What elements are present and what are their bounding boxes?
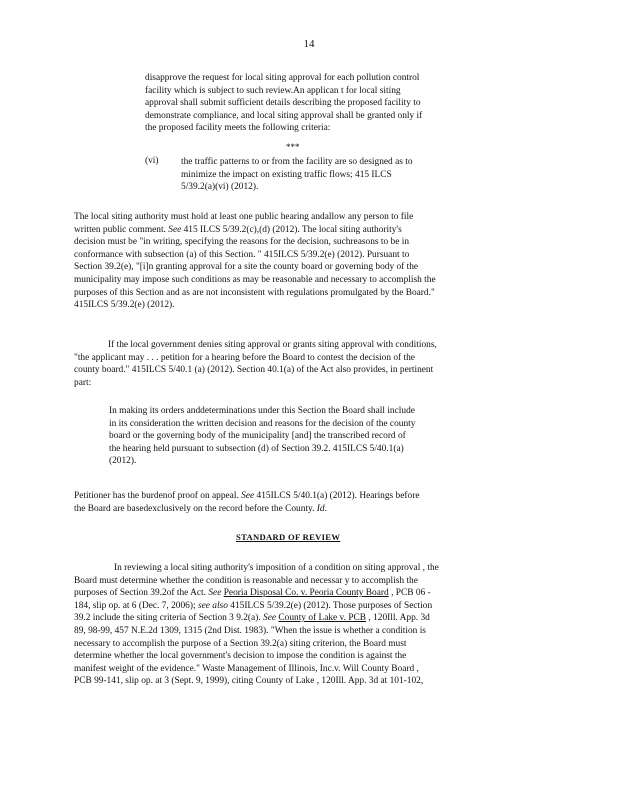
- citation-signal: See: [241, 491, 255, 501]
- paragraph-standard-of-review: [74, 562, 536, 688]
- omission-separator: ***: [286, 142, 300, 152]
- para-line: 184, slip op. at 6 (Dec. 7, 2006); see also 415ILCS 5/39.2(e) (2012). Those purposes of Section: [74, 600, 433, 611]
- paragraph-burden-of-proof: [74, 490, 536, 515]
- para-line: "the applicant may . . . petition for a hearing before the Board to contest the decision of the: [74, 352, 415, 363]
- quote-line: facility which is subject to such review.An applican t for local siting: [145, 85, 401, 96]
- para-line: purposes of Section 39.2of the Act. See Peoria Disposal Co. v. Peoria County Board , PCB 06 -: [74, 588, 431, 599]
- para-line: 89, 98-99, 457 N.E.2d 1309, 1315 (2nd Dist. 1983). "When the issue is whether a condition is: [74, 625, 426, 636]
- para-line: municipality may impose such conditions as may be reasonable and necessary to accomplish the: [74, 274, 436, 285]
- quote-line: approval shall submit sufficient details describing the proposed facility to: [145, 98, 421, 109]
- para-line: Section 39.2(e), "[i]n granting approval for a site the county board or governing body of the: [74, 262, 419, 273]
- para-line: In reviewing a local siting authority's imposition of a condition on siting approval , the: [114, 563, 439, 573]
- para-line: conformance with subsection (a) of this Section. " 415ILCS 5/39.2(e) (2012). Pursuant to: [74, 249, 410, 260]
- citation-signal: Id: [316, 503, 325, 514]
- para-line: part:: [74, 377, 92, 388]
- para-line: manifest weight of the evidence." Waste Management of Illinois, Inc.v. Will County Board ,: [74, 663, 419, 674]
- para-line: written public comment. See 415 ILCS 5/39.2(c),(d) (2012). The local siting authority's: [74, 224, 402, 235]
- quote-line: the proposed facility meets the following criteria:: [145, 123, 331, 134]
- para-line: determine whether the local government's decision to impose the condition is against the: [74, 651, 407, 662]
- criterion-line: the traffic patterns to or from the facility are so designed as to: [181, 157, 413, 167]
- case-name: Peoria Disposal Co. v. Peoria County Board: [223, 588, 389, 599]
- para-line: If the local government denies siting approval or grants siting approval with conditions,: [108, 340, 437, 350]
- citation-signal: See: [208, 588, 222, 599]
- block-quote-statute: [145, 72, 503, 135]
- citation-signal: see also: [197, 600, 228, 611]
- criterion-text: [181, 156, 491, 194]
- criterion-number: (vi): [145, 156, 159, 166]
- para-line: the Board are basedexclusively on the record before the County. Id.: [74, 503, 327, 514]
- quote-line: board or the governing body of the municipality [and] the transcribed record of: [109, 431, 406, 442]
- para-line: county board." 415ILCS 5/40.1 (a) (2012). Section 40.1(a) of the Act also provides, in pertinent: [74, 365, 434, 376]
- paragraph-appeal-right: [74, 339, 536, 389]
- para-line: Board must determine whether the condition is reasonable and necessar y to accomplish the: [74, 575, 418, 586]
- criterion-line: 5/39.2(a)(vi) (2012).: [181, 182, 259, 193]
- para-line: necessary to accomplish the purpose of a Section 39.2(a) siting criterion, the Board must: [74, 638, 407, 649]
- block-quote-section-40: [109, 405, 503, 468]
- para-line: 415ILCS 5/39.2(e) (2012).: [74, 300, 175, 311]
- citation-signal: See: [263, 613, 277, 624]
- para-line: Petitioner has the burdenof proof on appeal. See 415ILCS 5/40.1(a) (2012). Hearings before: [74, 491, 420, 501]
- case-name: County of Lake v. PCB: [278, 613, 367, 624]
- para-line: decision must be "in writing, specifying the reasons for the decision, suchreasons to be in: [74, 237, 410, 248]
- para-line: PCB 99-141, slip op. at 3 (Sept. 9, 1999), citing County of Lake , 120Ill. App. 3d at 101-102,: [74, 676, 424, 687]
- page-number: 14: [303, 38, 315, 50]
- para-line: The local siting authority must hold at least one public hearing andallow any person to file: [74, 212, 414, 222]
- criterion-line: minimize the impact on existing traffic flows; 415 ILCS: [181, 169, 392, 180]
- quote-line: in its consideration the written decision and reasons for the decision of the county: [109, 418, 416, 429]
- quote-line: disapprove the request for local siting approval for each pollution control: [145, 73, 420, 83]
- quote-line: the hearing held pursuant to subsection (d) of Section 39.2. 415ILCS 5/40.1(a): [109, 443, 404, 454]
- quote-line: (2012).: [109, 456, 137, 467]
- para-line: 39.2 include the siting criteria of Section 3 9.2(a). See County of Lake v. PCB , 120Ill. App. 3d: [74, 613, 430, 624]
- quote-line: In making its orders anddeterminations under this Section the Board shall include: [109, 406, 415, 416]
- section-heading: STANDARD OF REVIEW: [236, 532, 341, 542]
- para-line: purposes of this Section and as are not inconsistent with regulations promulgated by the Board.": [74, 287, 435, 298]
- paragraph-hearing-requirements: [74, 211, 536, 312]
- citation-signal: See: [168, 224, 182, 235]
- quote-line: demonstrate compliance, and local siting approval shall be granted only if: [145, 110, 423, 121]
